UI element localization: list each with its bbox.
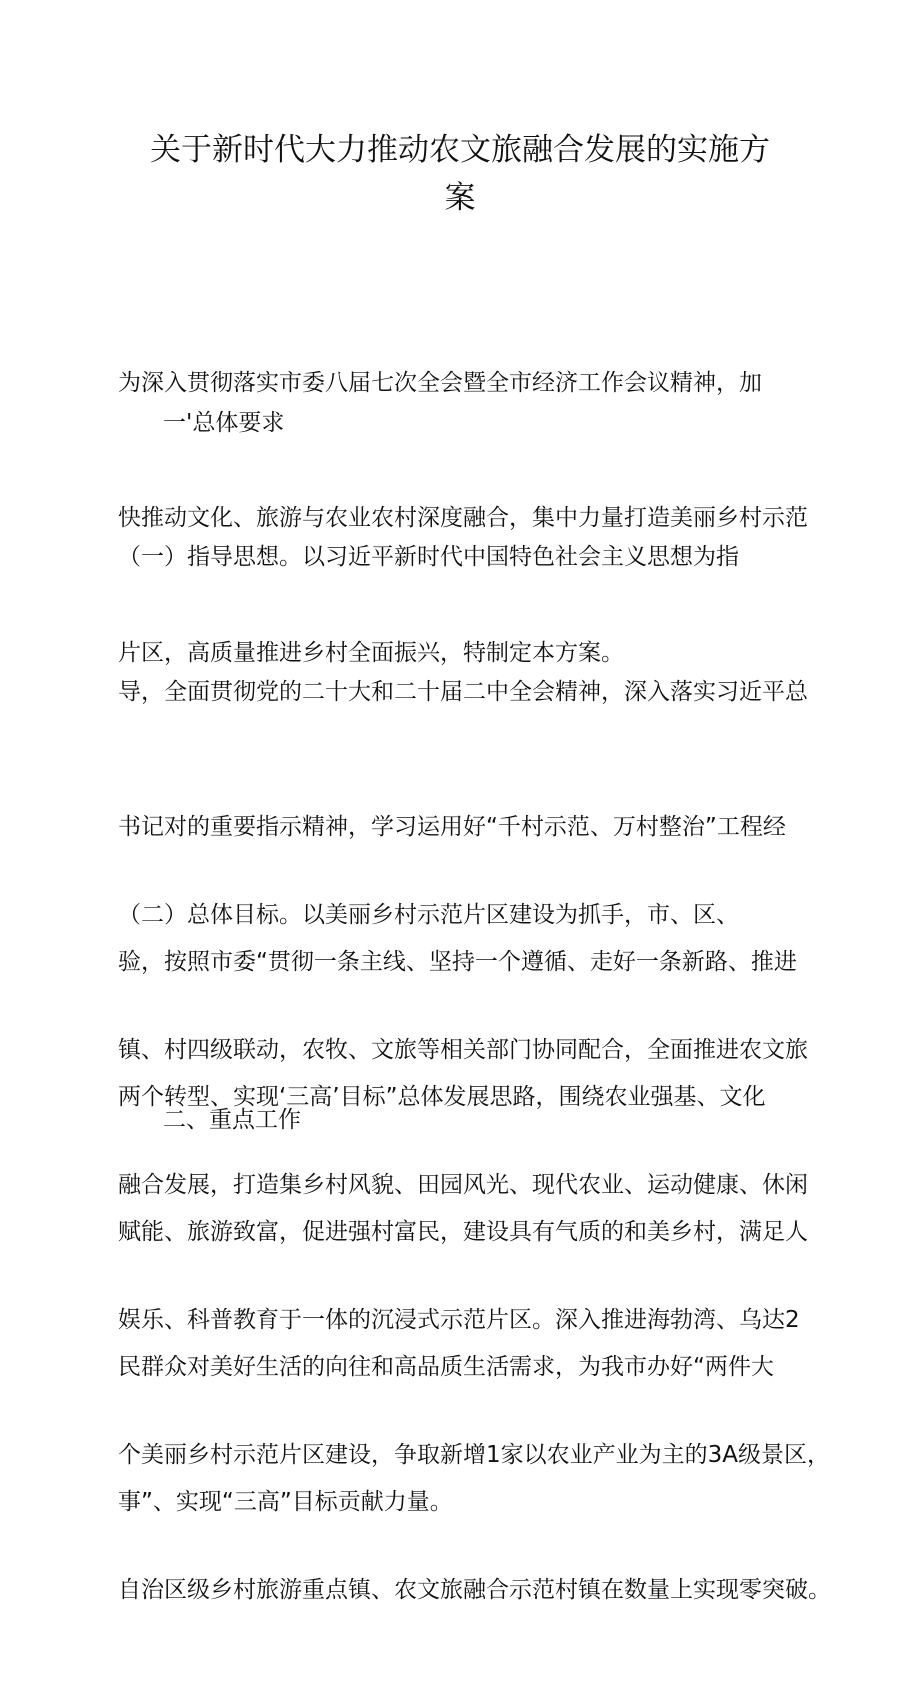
paragraph-line: 赋能、旅游致富，促进强村富民，建设具有气质的和美乡村，满足人 — [118, 1219, 808, 1245]
paragraph-line: 自治区级乡村旅游重点镇、农文旅融合示范村镇在数量上实现零突破。 — [118, 1577, 831, 1603]
section-heading-key-work: 二、重点工作 — [163, 1107, 301, 1133]
paragraph-line: 民群众对美好生活的向往和高品质生活需求，为我市办好“两件大 — [118, 1354, 774, 1380]
paragraph-line: 个美丽乡村示范片区建设，争取新增1家以农业产业为主的3A级景区， — [118, 1442, 831, 1468]
paragraph-line: 镇、村四级联动，农牧、文旅等相关部门协同配合，全面推进农文旅 — [118, 1037, 808, 1063]
title-line: 案 — [444, 180, 476, 216]
paragraph-line: 快推动文化、旅游与农业农村深度融合，集中力量打造美丽乡村示范 — [118, 505, 808, 531]
overall-goal-paragraph — [118, 803, 831, 1703]
paragraph-line: 为深入贯彻落实市委八届七次全会暨全市经济工作会议精神，加 — [118, 370, 762, 396]
title-line: 关于新时代大力推动农文旅融合发展的实施方 — [150, 132, 770, 168]
paragraph-line: 片区，高质量推进乡村全面振兴，特制定本方案。 — [118, 640, 624, 666]
paragraph-line: 融合发展，打造集乡村风貌、田园风光、现代农业、运动健康、休闲 — [118, 1172, 808, 1198]
paragraph-line: 娱乐、科普教育于一体的沉浸式示范片区。深入推进海勃湾、乌达2 — [118, 1307, 800, 1333]
paragraph-line: （一）指导思想。以习近平新时代中国特色社会主义思想为指 — [118, 544, 739, 570]
paragraph-line: 两个转型、实现‘三高’目标”总体发展思路，围绕农业强基、文化 — [118, 1084, 766, 1110]
paragraph-line: 导，全面贯彻党的二十大和二十届二中全会精神，深入落实习近平总 — [118, 679, 808, 705]
paragraph-line: 事”、实现“三高”目标贡献力量。 — [118, 1489, 453, 1515]
paragraph-line: （二）总体目标。以美丽乡村示范片区建设为抓手，市、区、 — [118, 902, 739, 928]
document-title — [118, 126, 802, 222]
paragraph-line: 验，按照市委“贯彻一条主线、坚持一个遵循、走好一条新路、推进 — [118, 949, 797, 975]
section-heading-general-requirements: 一'总体要求 — [163, 410, 285, 436]
paragraph-line: 书记对的重要指示精神，学习运用好“千村示范、万村整治”工程经 — [118, 814, 786, 840]
